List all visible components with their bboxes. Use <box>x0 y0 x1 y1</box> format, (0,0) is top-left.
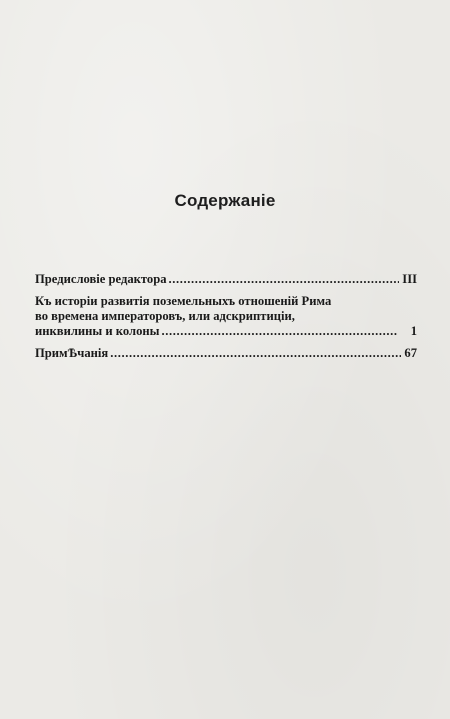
toc-entry-notes <box>35 346 417 361</box>
toc-entry-line <box>35 346 417 361</box>
dot-leader <box>161 324 397 339</box>
page-title: Содержаніе <box>174 191 276 210</box>
toc-page-number: III <box>402 272 417 286</box>
dot-leader <box>169 272 400 287</box>
toc-entry-title-line: Къ исторіи развитія поземельныхъ отношеній Рима <box>35 294 332 308</box>
toc-page-number: 1 <box>410 324 417 338</box>
toc-entry-preface <box>35 272 417 287</box>
toc-entry-line <box>35 272 417 287</box>
toc-entry-title: Предисловіе редактора <box>35 272 167 286</box>
toc-entry-line <box>35 324 417 339</box>
toc-page-number: 67 <box>404 346 417 360</box>
toc-entry-main-essay <box>35 294 417 339</box>
toc-entry-title: ПримѢчанія <box>35 346 109 360</box>
dot-leader <box>110 346 401 361</box>
toc-entry-title-line: во времена императоровъ, или адскриптиціи, <box>35 309 295 323</box>
toc-entry-title-line: инквилины и колоны <box>35 324 160 338</box>
table-of-contents <box>35 272 417 368</box>
